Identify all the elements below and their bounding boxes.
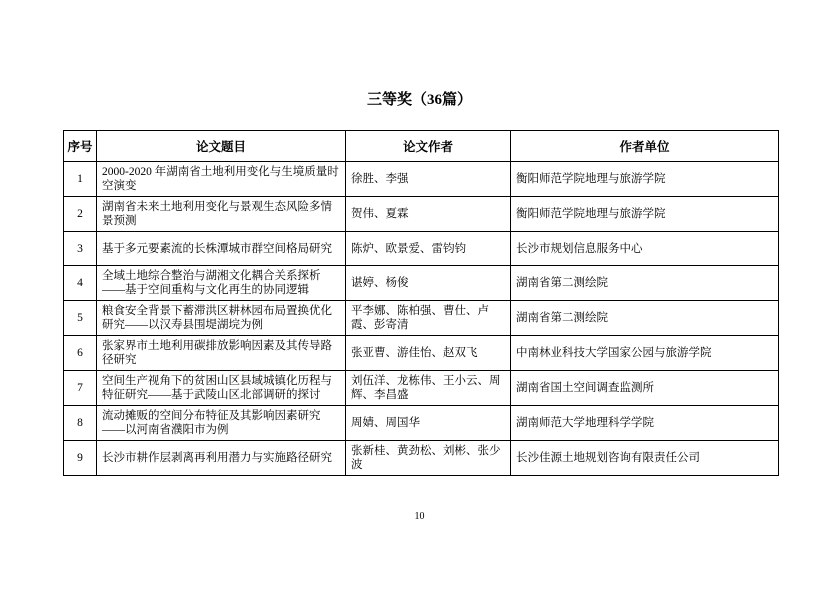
cell-authors: 陈炉、欧景爱、雷钧钧 <box>346 232 511 266</box>
table-row <box>64 371 779 406</box>
cell-affiliation: 衡阳师范学院地理与旅游学院 <box>511 162 779 197</box>
page-title: 三等奖（36篇） <box>366 92 472 108</box>
cell-authors: 周婧、周国华 <box>346 406 511 441</box>
table-row <box>64 441 779 476</box>
cell-affiliation: 衡阳师范学院地理与旅游学院 <box>511 197 779 232</box>
column-header-paper-title: 论文题目 <box>97 131 346 162</box>
cell-affiliation: 湖南省第二测绘院 <box>511 301 779 336</box>
cell-number: 3 <box>64 232 97 266</box>
cell-paper-title: 长沙市耕作层剥离再利用潜力与实施路径研究 <box>97 441 346 476</box>
column-header-number: 序号 <box>64 131 97 162</box>
column-header-affiliation: 作者单位 <box>511 131 779 162</box>
table-row <box>64 336 779 371</box>
cell-authors: 徐胜、李强 <box>346 162 511 197</box>
table-header-row <box>64 131 779 162</box>
cell-number: 2 <box>64 197 97 232</box>
cell-authors: 贺伟、夏霖 <box>346 197 511 232</box>
page-number: 10 <box>414 511 425 522</box>
cell-affiliation: 长沙市规划信息服务中心 <box>511 232 779 266</box>
cell-paper-title: 张家界市土地利用碳排放影响因素及其传导路径研究 <box>97 336 346 371</box>
cell-paper-title: 全域土地综合整治与湖湘文化耦合关系探析——基于空间重构与文化再生的协同逻辑 <box>97 266 346 301</box>
cell-paper-title: 流动摊贩的空间分布特征及其影响因素研究——以河南省濮阳市为例 <box>97 406 346 441</box>
cell-affiliation: 中南林业科技大学国家公园与旅游学院 <box>511 336 779 371</box>
cell-affiliation: 长沙佳源土地规划咨询有限责任公司 <box>511 441 779 476</box>
column-header-authors: 论文作者 <box>346 131 511 162</box>
table-row <box>64 266 779 301</box>
cell-number: 7 <box>64 371 97 406</box>
cell-authors: 张新桂、黄劲松、刘彬、张少波 <box>346 441 511 476</box>
cell-number: 4 <box>64 266 97 301</box>
cell-number: 6 <box>64 336 97 371</box>
table-row <box>64 406 779 441</box>
cell-authors: 谌婷、杨俊 <box>346 266 511 301</box>
cell-number: 1 <box>64 162 97 197</box>
cell-authors: 刘伍洋、龙栋伟、王小云、周辉、李昌盛 <box>346 371 511 406</box>
table-row <box>64 301 779 336</box>
cell-number: 9 <box>64 441 97 476</box>
table-body <box>64 162 779 476</box>
cell-number: 8 <box>64 406 97 441</box>
cell-paper-title: 2000-2020 年湖南省土地利用变化与生境质量时空演变 <box>97 162 346 197</box>
cell-paper-title: 湖南省未来土地利用变化与景观生态风险多情景预测 <box>97 197 346 232</box>
table-row <box>64 162 779 197</box>
award-table <box>63 130 779 476</box>
cell-paper-title: 基于多元要素流的长株潭城市群空间格局研究 <box>97 232 346 266</box>
cell-authors: 平李娜、陈柏强、曹仕、卢霞、彭寄清 <box>346 301 511 336</box>
cell-authors: 张亚曹、游佳怡、赵双飞 <box>346 336 511 371</box>
table-row <box>64 197 779 232</box>
cell-paper-title: 粮食安全背景下蓄滞洪区耕林园布局置换优化研究——以汉寿县围堤湖垸为例 <box>97 301 346 336</box>
table-row <box>64 232 779 266</box>
cell-paper-title: 空间生产视角下的贫困山区县域城镇化历程与特征研究——基于武陵山区北部调研的探讨 <box>97 371 346 406</box>
cell-affiliation: 湖南省第二测绘院 <box>511 266 779 301</box>
cell-affiliation: 湖南省国土空间调查监测所 <box>511 371 779 406</box>
cell-affiliation: 湖南师范大学地理科学学院 <box>511 406 779 441</box>
cell-number: 5 <box>64 301 97 336</box>
